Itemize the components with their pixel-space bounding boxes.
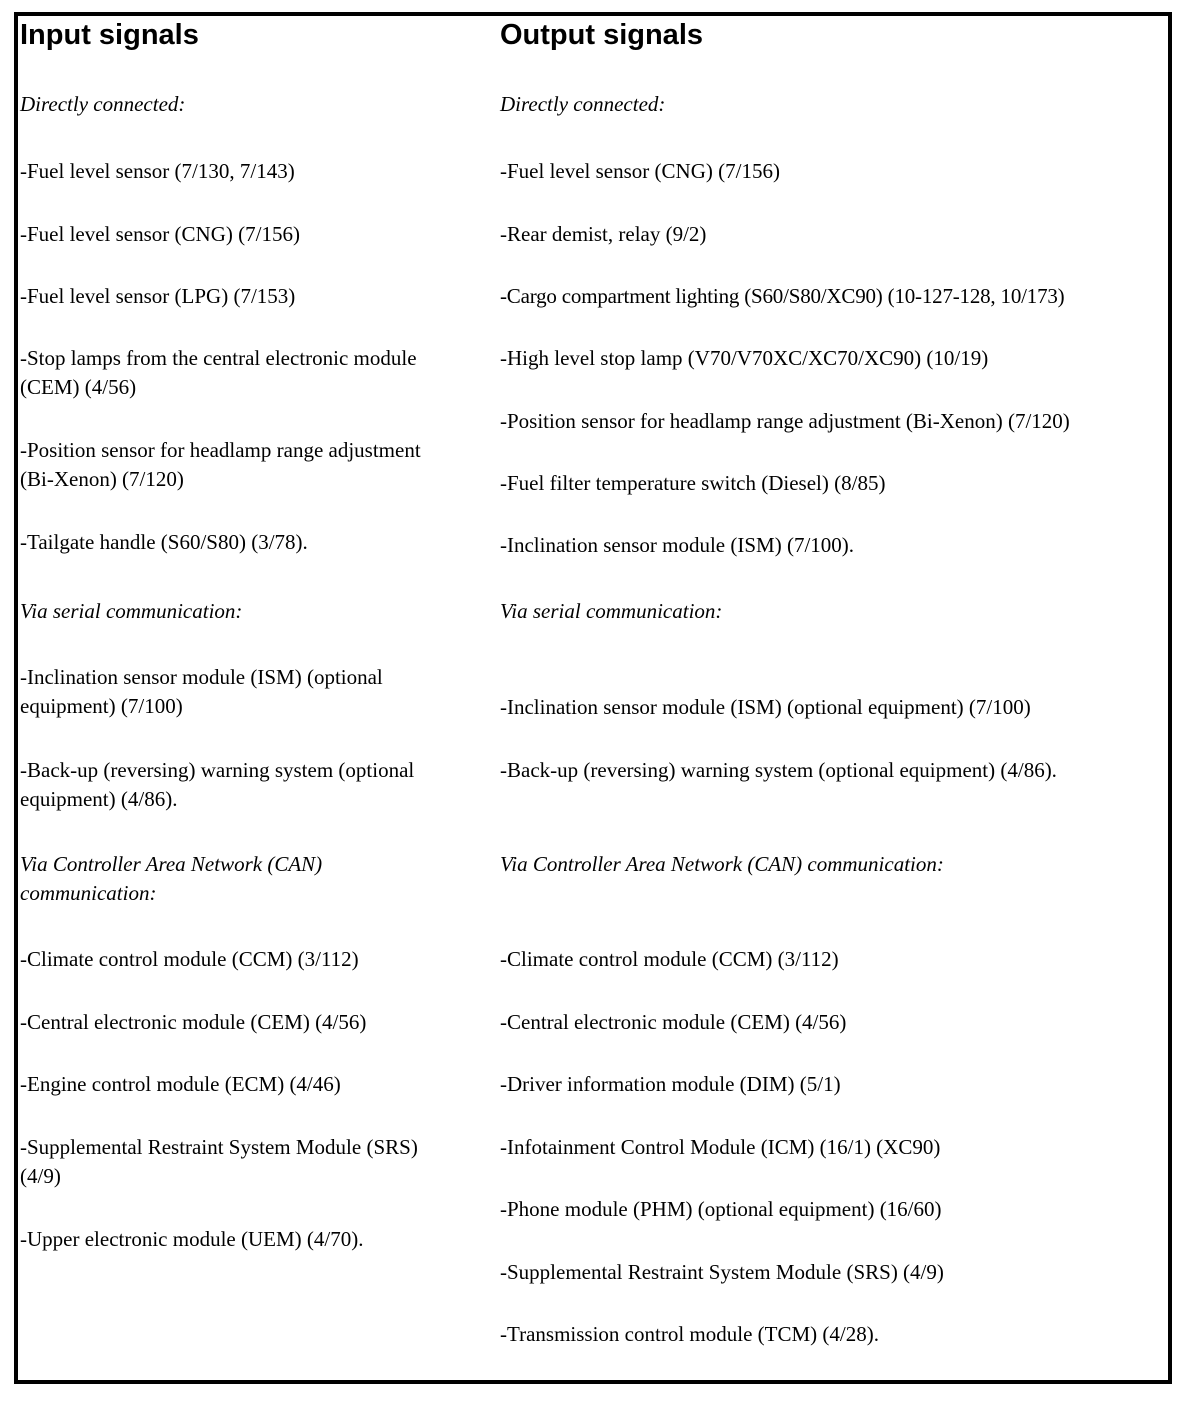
output-serial-subheading: Via serial communication: (500, 599, 723, 623)
output-can-item: -Infotainment Control Module (ICM) (16/1) (XC90) (500, 1135, 941, 1159)
output-can-item: -Phone module (PHM) (optional equipment) (16/60) (500, 1197, 942, 1221)
output-direct-item: -Position sensor for headlamp range adjustment (Bi-Xenon) (7/120) (500, 409, 1070, 433)
input-can-subheading: Via Controller Area Network (CAN) communication: (20, 852, 323, 905)
output-direct-item: -Inclination sensor module (ISM) (7/100). (500, 533, 855, 557)
input-can-item: -Climate control module (CCM) (3/112) (20, 947, 359, 971)
input-direct-subheading: Directly connected: (20, 92, 186, 116)
input-can-item: -Supplemental Restraint System Module (SRS) (4/9) (20, 1135, 418, 1188)
output-direct-item: -Fuel level sensor (CNG) (7/156) (500, 159, 780, 183)
input-direct-item: -Fuel level sensor (CNG) (7/156) (20, 222, 300, 246)
output-can-item: -Supplemental Restraint System Module (SRS) (4/9) (500, 1260, 944, 1284)
input-serial-item: -Inclination sensor module (ISM) (optional equipment) (7/100) (20, 665, 383, 718)
output-can-item: -Climate control module (CCM) (3/112) (500, 947, 839, 971)
input-can-item: -Upper electronic module (UEM) (4/70). (20, 1227, 364, 1251)
input-can-item: -Engine control module (ECM) (4/46) (20, 1072, 341, 1096)
output-direct-item: -Fuel filter temperature switch (Diesel) (8/85) (500, 471, 886, 495)
input-direct-item: -Position sensor for headlamp range adjustment (Bi-Xenon) (7/120) (20, 438, 421, 491)
output-serial-item: -Back-up (reversing) warning system (optional equipment) (4/86). (500, 758, 1057, 782)
output-can-item: -Central electronic module (CEM) (4/56) (500, 1010, 847, 1034)
output-direct-item: -High level stop lamp (V70/V70XC/XC70/XC90) (10/19) (500, 346, 989, 370)
output-can-item: -Driver information module (DIM) (5/1) (500, 1072, 841, 1096)
input-direct-item: -Fuel level sensor (7/130, 7/143) (20, 159, 295, 183)
output-direct-subheading: Directly connected: (500, 92, 666, 116)
output-direct-item: -Cargo compartment lighting (S60/S80/XC90) (10-127-128, 10/173) (500, 284, 1065, 308)
output-can-item: -Transmission control module (TCM) (4/28). (500, 1322, 879, 1346)
input-signals-heading: Input signals (20, 19, 199, 51)
input-can-item: -Central electronic module (CEM) (4/56) (20, 1010, 367, 1034)
output-signals-heading: Output signals (500, 19, 703, 51)
input-direct-item: -Tailgate handle (S60/S80) (3/78). (20, 530, 308, 554)
input-serial-subheading: Via serial communication: (20, 599, 243, 623)
output-direct-item: -Rear demist, relay (9/2) (500, 222, 707, 246)
output-serial-item: -Inclination sensor module (ISM) (optional equipment) (7/100) (500, 695, 1031, 719)
input-direct-item: -Stop lamps from the central electronic module (CEM) (4/56) (20, 346, 417, 399)
input-serial-item: -Back-up (reversing) warning system (optional equipment) (4/86). (20, 758, 415, 811)
input-direct-item: -Fuel level sensor (LPG) (7/153) (20, 284, 296, 308)
output-can-subheading: Via Controller Area Network (CAN) communication: (500, 852, 944, 876)
